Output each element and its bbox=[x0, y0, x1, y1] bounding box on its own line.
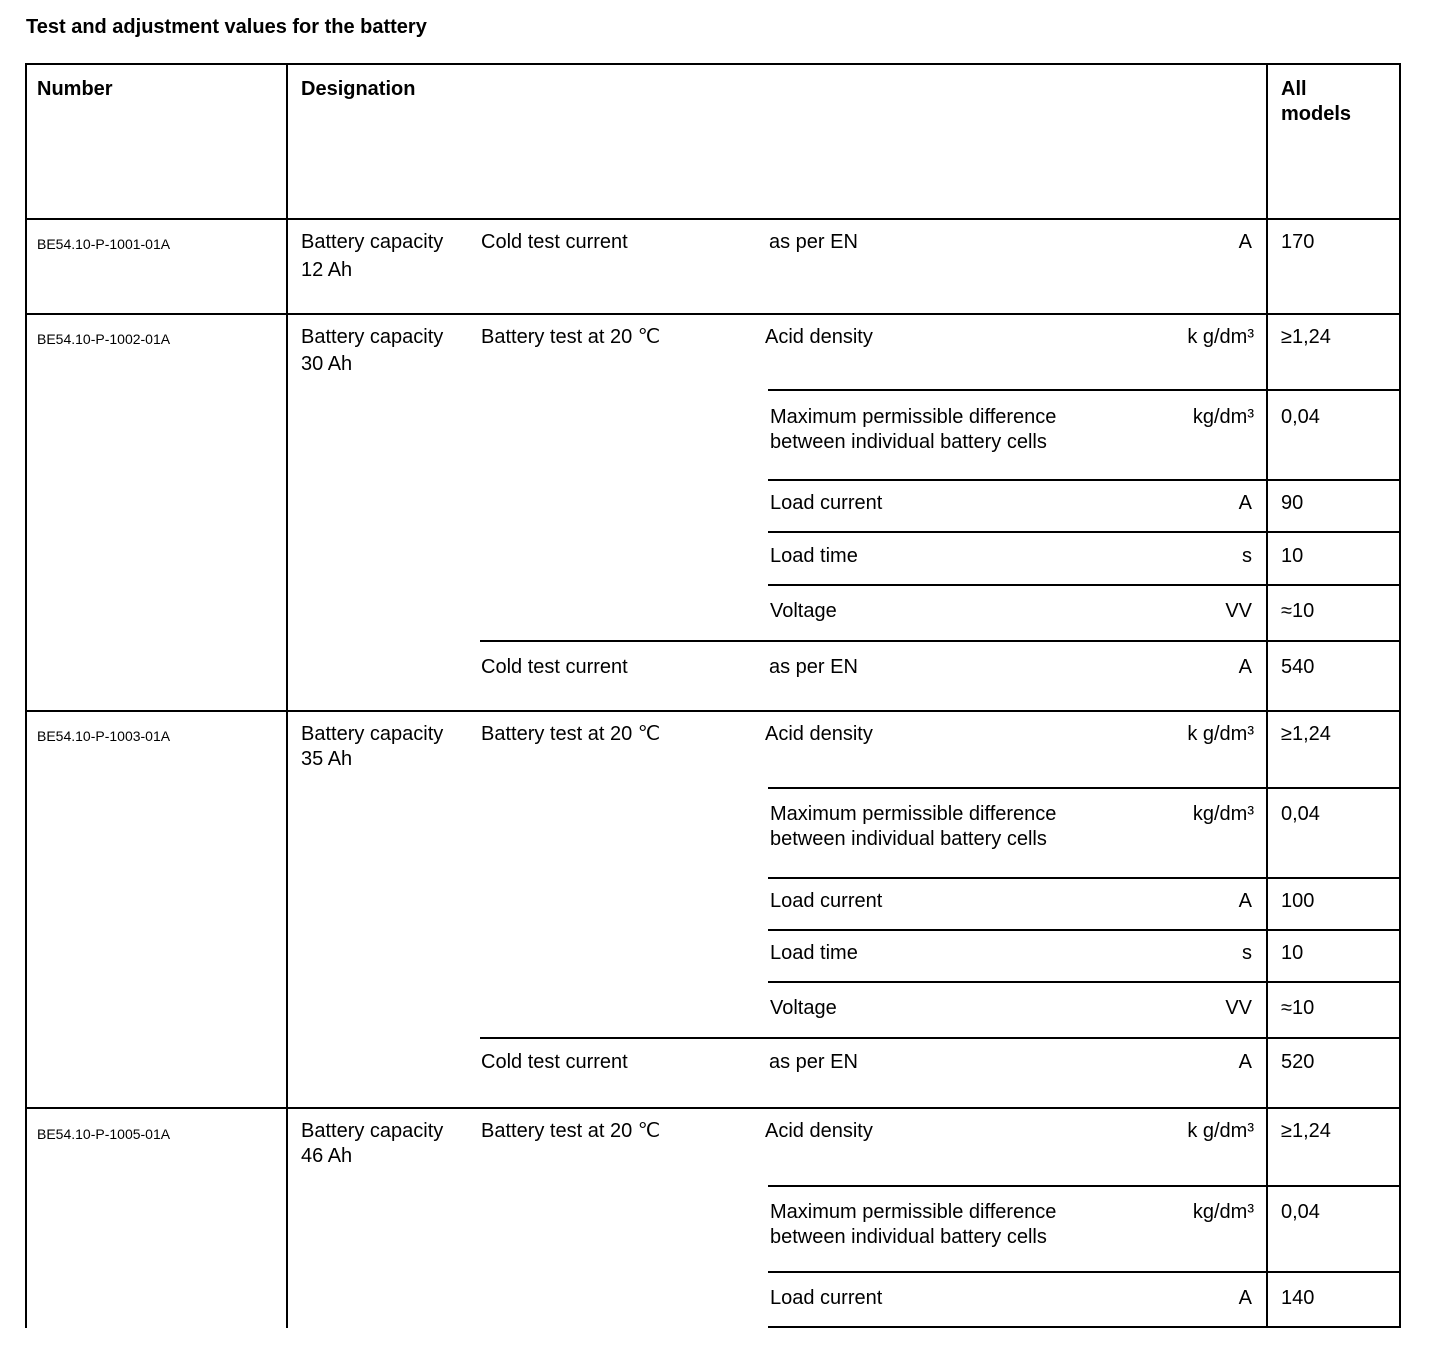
table-left-border bbox=[25, 63, 27, 1328]
table-right-border bbox=[1399, 63, 1401, 1328]
value: 0,04 bbox=[1281, 406, 1320, 428]
sub-row-divider bbox=[768, 877, 1401, 879]
test-label: Acid density bbox=[765, 326, 873, 348]
value: 0,04 bbox=[1281, 803, 1320, 825]
row-number: BE54.10-P-1002-01A bbox=[37, 331, 171, 347]
battery-capacity: 46 Ah bbox=[301, 1145, 353, 1167]
unit: k g/dm³ bbox=[1187, 326, 1254, 348]
sub-row-divider bbox=[768, 1271, 1401, 1273]
sub-row-divider bbox=[480, 640, 1401, 642]
value: 10 bbox=[1281, 545, 1304, 567]
unit: VV bbox=[1225, 600, 1252, 622]
test-label: Load time bbox=[770, 545, 858, 567]
test-label: between individual battery cells bbox=[770, 828, 1047, 850]
value: 90 bbox=[1281, 492, 1304, 514]
unit: VV bbox=[1225, 997, 1252, 1019]
unit: A bbox=[1238, 890, 1252, 912]
test-group: Battery test at 20 ℃ bbox=[481, 1120, 661, 1142]
row-number: BE54.10-P-1003-01A bbox=[37, 728, 171, 744]
value: 520 bbox=[1281, 1051, 1315, 1073]
battery-capacity: Battery capacity bbox=[301, 231, 444, 253]
sub-row-divider bbox=[768, 531, 1401, 533]
unit: kg/dm³ bbox=[1192, 803, 1254, 825]
sub-row-divider bbox=[768, 981, 1401, 983]
test-group: Battery test at 20 ℃ bbox=[481, 326, 661, 348]
test-label: Load current bbox=[770, 492, 883, 514]
battery-capacity: Battery capacity bbox=[301, 1120, 444, 1142]
value: ≈10 bbox=[1281, 600, 1315, 622]
unit: kg/dm³ bbox=[1192, 406, 1254, 428]
header-designation: Designation bbox=[301, 78, 416, 100]
value: 10 bbox=[1281, 942, 1304, 964]
unit: A bbox=[1238, 1051, 1252, 1073]
row-divider bbox=[25, 710, 1401, 712]
unit: A bbox=[1238, 656, 1252, 678]
value: ≥1,24 bbox=[1281, 723, 1331, 745]
test-label: Voltage bbox=[770, 997, 837, 1019]
column-divider bbox=[286, 63, 288, 1328]
sub-row-divider bbox=[480, 1037, 1401, 1039]
test-label: Voltage bbox=[770, 600, 837, 622]
test-label: Maximum permissible difference bbox=[770, 1201, 1057, 1223]
sub-row-divider bbox=[768, 1326, 1401, 1328]
test-label: between individual battery cells bbox=[770, 431, 1047, 453]
test-label: as per EN bbox=[769, 656, 858, 678]
unit: s bbox=[1242, 942, 1252, 964]
test-name: Cold test current bbox=[481, 231, 628, 253]
battery-capacity: 30 Ah bbox=[301, 353, 353, 375]
value: ≥1,24 bbox=[1281, 326, 1331, 348]
row-number: BE54.10-P-1005-01A bbox=[37, 1126, 171, 1142]
value: 100 bbox=[1281, 890, 1315, 912]
sub-row-divider bbox=[768, 389, 1401, 391]
test-label: Load current bbox=[770, 1287, 883, 1309]
sub-row-divider bbox=[768, 787, 1401, 789]
value: ≈10 bbox=[1281, 997, 1315, 1019]
sub-row-divider bbox=[768, 479, 1401, 481]
unit: k g/dm³ bbox=[1187, 723, 1254, 745]
unit: A bbox=[1238, 1287, 1252, 1309]
row-divider bbox=[25, 313, 1401, 315]
test-label: Acid density bbox=[765, 1120, 873, 1142]
unit: s bbox=[1242, 545, 1252, 567]
test-name: Cold test current bbox=[481, 1051, 628, 1073]
row-number: BE54.10-P-1001-01A bbox=[37, 236, 171, 252]
table-top-border bbox=[25, 63, 1401, 65]
row-divider bbox=[25, 1107, 1401, 1109]
value: 540 bbox=[1281, 656, 1315, 678]
unit: k g/dm³ bbox=[1187, 1120, 1254, 1142]
test-label: between individual battery cells bbox=[770, 1226, 1047, 1248]
test-label: Load time bbox=[770, 942, 858, 964]
page-title: Test and adjustment values for the battery bbox=[26, 16, 427, 38]
test-name: Cold test current bbox=[481, 656, 628, 678]
unit: A bbox=[1238, 492, 1252, 514]
value: 140 bbox=[1281, 1287, 1315, 1309]
value: ≥1,24 bbox=[1281, 1120, 1331, 1142]
row-divider bbox=[25, 218, 1401, 220]
test-label: Maximum permissible difference bbox=[770, 803, 1057, 825]
column-divider bbox=[1266, 63, 1268, 1328]
header-number: Number bbox=[37, 78, 113, 100]
unit: A bbox=[1238, 231, 1252, 253]
sub-row-divider bbox=[768, 1185, 1401, 1187]
battery-capacity: 35 Ah bbox=[301, 748, 353, 770]
battery-capacity: 12 Ah bbox=[301, 259, 353, 281]
test-group: Battery test at 20 ℃ bbox=[481, 723, 661, 745]
battery-capacity: Battery capacity bbox=[301, 326, 444, 348]
header-all-models: All bbox=[1281, 78, 1307, 100]
battery-capacity: Battery capacity bbox=[301, 723, 444, 745]
sub-row-divider bbox=[768, 929, 1401, 931]
test-label: Acid density bbox=[765, 723, 873, 745]
value: 170 bbox=[1281, 231, 1315, 253]
test-label: Load current bbox=[770, 890, 883, 912]
unit: kg/dm³ bbox=[1192, 1201, 1254, 1223]
sub-row-divider bbox=[768, 584, 1401, 586]
test-label: as per EN bbox=[769, 1051, 858, 1073]
test-label: Maximum permissible difference bbox=[770, 406, 1057, 428]
header-all-models: models bbox=[1281, 103, 1352, 125]
test-label: as per EN bbox=[769, 231, 858, 253]
value: 0,04 bbox=[1281, 1201, 1320, 1223]
